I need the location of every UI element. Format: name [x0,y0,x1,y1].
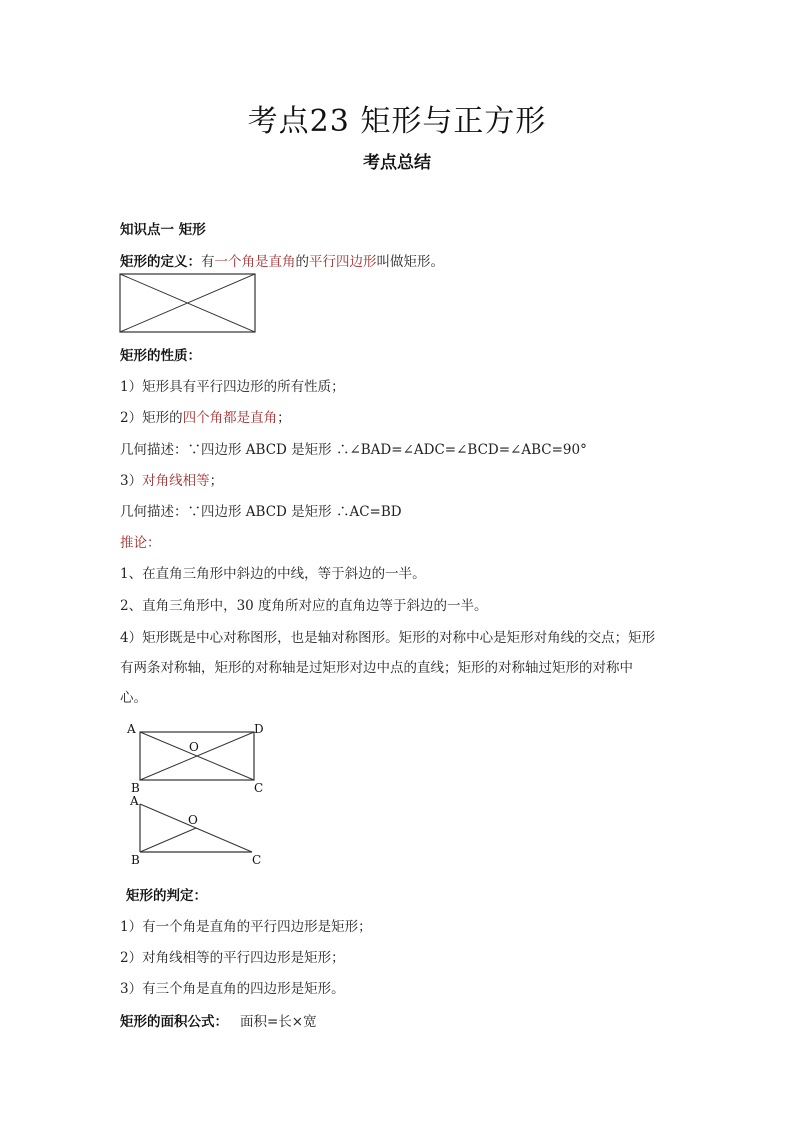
property-4-line-1: 4）矩形既是中心对称图形，也是轴对称图形。矩形的对称中心是矩形对角线的交点；矩形 [120,630,656,646]
property-2 [120,406,291,426]
property-2-highlight: 四个角都是直角 [182,410,278,426]
criterion-1: 1）有一个角是直角的平行四边形是矩形； [120,919,372,935]
corollary-label: 推论： [120,535,161,551]
area-formula: 面积=长×宽 [240,1014,317,1030]
definition-highlight-1: 一个角是直角 [214,254,296,270]
area-formula-line [120,1010,317,1030]
rectangle-abcd-figure [124,716,274,796]
criterion-3: 3）有三个角是直角的四边形是矩形。 [120,981,345,997]
criteria-heading: 矩形的判定： [126,888,207,904]
rect-vertex-a: A [127,722,136,736]
property-4-line-2: 有两条对称轴，矩形的对称轴是过矩形对边中点的直线；矩形的对称轴过矩形的对称中 [120,660,633,676]
rect-center-o: O [189,740,199,754]
property-1: 1）矩形具有平行四边形的所有性质； [120,379,345,395]
property-2-suffix: ； [277,410,291,426]
page-subtitle: 考点总结 [363,153,431,173]
corollary-1: 1、在直角三角形中斜边的中线，等于斜边的一半。 [120,566,426,582]
rect-vertex-c: C [254,781,264,795]
definition-label: 矩形的定义： [120,254,201,270]
page-title: 考点23 矩形与正方形 [247,104,547,139]
property-3-highlight: 对角线相等 [142,473,210,489]
tri-vertex-c: C [252,853,262,866]
rect-vertex-d: D [254,722,264,736]
definition-line [120,250,444,270]
triangle-median-bo [140,828,196,852]
geometric-description-2: 几何描述：∵四边形 ABCD 是矩形 ∴AC=BD [120,504,402,520]
property-4-line-3: 心。 [120,690,147,706]
tri-vertex-b: B [131,853,140,866]
definition-text-2: 的 [295,254,309,270]
corollary-2: 2、直角三角形中，30 度角所对应的直角边等于斜边的一半。 [120,598,488,614]
property-3-prefix: 3） [120,473,143,489]
right-triangle-figure [124,794,274,866]
property-3-suffix: ； [209,473,224,489]
tri-vertex-a: A [130,794,139,808]
properties-heading: 矩形的性质： [120,348,201,364]
property-3 [120,469,223,489]
definition-text-1: 有 [201,254,215,270]
rectangle-diagram [119,273,259,335]
tri-midpoint-o: O [188,813,198,827]
rect-vertex-b: B [131,781,140,795]
geometric-description-1: 几何描述：∵四边形 ABCD 是矩形 ∴∠BAD=∠ADC=∠BCD=∠ABC=90° [120,442,587,458]
area-label: 矩形的面积公式： [120,1014,228,1030]
definition-text-3: 叫做矩形。 [376,254,444,270]
criterion-2: 2）对角线相等的平行四边形是矩形； [120,950,345,966]
definition-highlight-2: 平行四边形 [309,254,377,270]
section-heading: 知识点一 矩形 [120,222,206,238]
property-2-prefix: 2）矩形的 [120,410,183,426]
